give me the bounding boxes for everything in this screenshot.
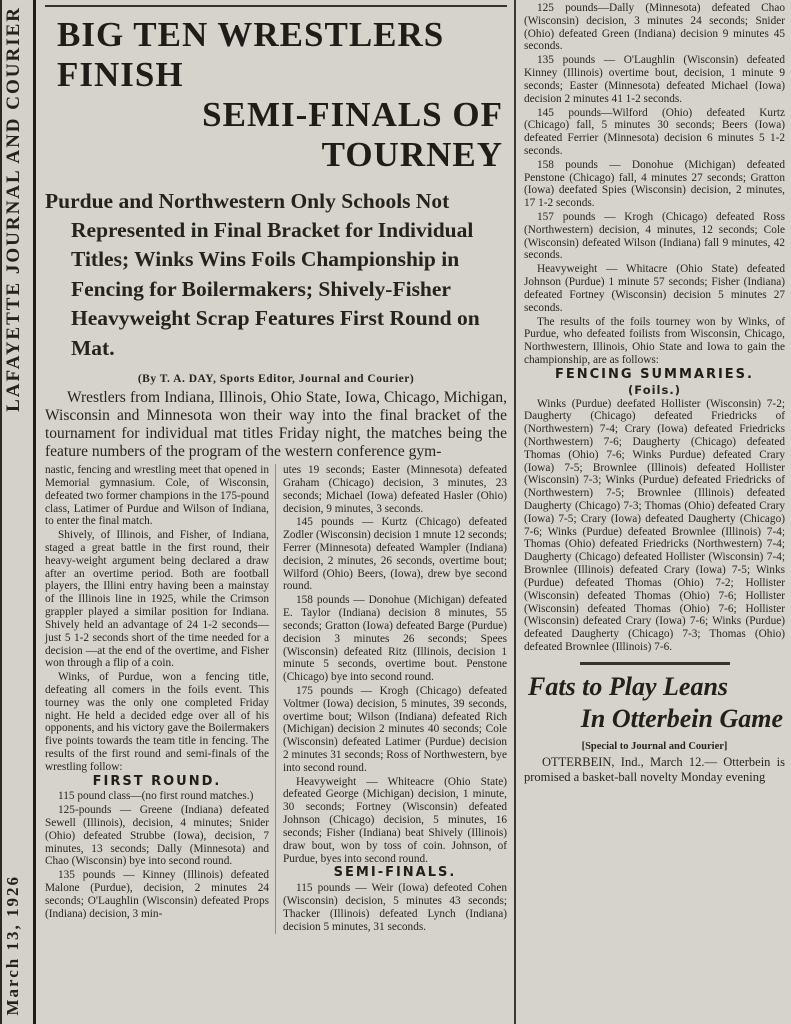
paragraph: Winks, of Purdue, won a fencing title, defeating all comers in the foils event. This tourney was the only one completed Friday night. He held a decided edge over all of his opponents, and his victory gave the Boilermakers five points towards the team title in fencing. The results of the first round and semi-finals of the wrestling follow: — [45, 671, 269, 773]
section-heading-fencing: FENCING SUMMARIES. — [555, 366, 754, 382]
section-heading-semifinals: SEMI-FINALS. — [333, 865, 457, 881]
left-column — [45, 464, 276, 934]
paragraph: 145 pounds — Kurtz (Chicago) defeated Zodler (Wisconsin) decision 1 mnute 12 seconds; Ferrer (Minnesota) defeated Wampler (Indiana) decision, 2 minutes, 26 seconds, overtime bout; Wilford (Ohio) Beers, (Iowa), drew bye second round. — [283, 516, 507, 593]
paragraph: 158 pounds — Donohue (Michigan) defeated E. Taylor (Indiana) decision 8 minutes, 55 seconds; Gratton (Iowa) defeated Barge (Purdue) decision 3 minutes 26 seconds; Spees (Wisconsin) defeated Ritz (Illinois, decision 1 minute 5 seconds, overtime bout. Penstone (Chicago) bye into second round. — [283, 594, 507, 684]
masthead-strip — [0, 0, 36, 1024]
paragraph: 158 pounds — Donohue (Michigan) defeated Penstone (Chicago) fall, 4 minutes 27 seconds; Gratton (Iowa) deefated Spies (Wisconsin) decision, 2 minutes, 17 1-2 seconds. — [524, 158, 785, 210]
otterbein-headline-line1: Fats to Play Leans — [528, 671, 729, 701]
issue-date: March 13, 1926 — [3, 875, 22, 1016]
deck: Purdue and Northwestern Only Schools Not Represented in Final Bracket for Individual Titles; Winks Wins Foils Championship in Fencing for Boilermakers; Shively-Fisher Heavyweight Scrap Features First Round on Mat. — [45, 188, 480, 360]
paragraph: nastic, fencing and wrestling meet that opened in Memorial gymnasium. Cole, of Wisconsin, defeated two former champions in the 175-pound class, Latimer of Purdue and Wilson of Indiana, to enter the final match. — [45, 464, 269, 528]
otterbein-body: OTTERBEIN, Ind., March 12.— Otterbein is promised a basket-ball novelty Monday evening — [524, 754, 785, 785]
headline-line2: SEMI-FINALS OF TOURNEY — [202, 94, 503, 174]
paragraph: 135 pounds — O'Laughlin (Wisconsin) defeated Kinney (Illinois) overtime bout, decision, 1 minute 9 seconds; Easter (Minnesota) defeated Michael (Iowa) decision 2 minutes 41 1-2 seconds. — [524, 54, 785, 105]
paragraph: Heavyweight — Whiteacre (Ohio State) defeated George (Michigan) decision, 1 minute, 30 seconds; Fortney (Wisconsin) defeated Johnson (Chicago) decision, 5 minutes, 16 seconds; Fisher (Indiana) beat Shively (Illinois) draw bout, won by toss of coin. Johnson, of Purdue, byes into second round. — [283, 775, 507, 865]
paragraph: Shively, of Illinois, and Fisher, of Indiana, staged a great battle in the first round, their heavy-weight argument being declared a draw after an overtime period. Both are football players, the Illini entry having been a mainstay of the Illinois line in 1925, while the Crimson grappler played a similar position for Indiana. Shively held an advantage of 24 1-2 seconds—just 5 1-2 seconds short of the time needed for a decision —at the end of the overtime, and Fisher won through a flip of a coin. — [45, 529, 269, 670]
section-heading-first-round: FIRST ROUND. — [92, 773, 222, 789]
middle-column — [276, 464, 507, 934]
article-main — [36, 0, 514, 1024]
paragraph: 157 pounds — Krogh (Chicago) defeated Ross (Northwestern) decision, 4 minutes, 12 seconds; Cole (Wisconsin) defeated Wilson (Indiana) fall 9 minutes, 42 seconds. — [524, 211, 785, 262]
byline: (By T. A. DAY, Sports Editor, Journal and Courier) — [137, 373, 415, 386]
newspaper-name: LAFAYETTE JOURNAL AND COURIER — [3, 6, 24, 412]
headline — [45, 15, 507, 175]
paragraph: 135 pounds — Kinney (Illinois) defeated Malone (Purdue), decision, 2 minutes 24 seconds; O'Laughlin (Wisconsin) defeated Props (Indiana) decision, 3 min- — [45, 869, 269, 920]
two-column-section — [45, 464, 507, 934]
right-column — [514, 0, 791, 1024]
paragraph: 115 pounds — Weir (Iowa) defeoted Cohen (Wisconsin) decision, 5 minutes 43 seconds; Thacker (Illinois) defeated Lynch (Indiana) decision 5 minutes, 31 seconds. — [283, 882, 507, 933]
subheading-foils: (Foils.) — [628, 382, 681, 397]
otterbein-credit: [Special to Journal and Courier] — [581, 740, 728, 752]
lead-paragraph: Wrestlers from Indiana, Illinois, Ohio State, Iowa, Chicago, Michigan, Wisconsin and Minnesota won their way into the final bracket of the tournament for individual mat titles Friday night, the matches being the feature numbers of the program of the western conference gym- — [45, 389, 507, 461]
paragraph: 115 pound class—(no first round matches.) — [58, 790, 254, 803]
story-divider — [580, 662, 730, 665]
paragraph: The results of the foils tourney won by Winks, of Purdue, who defeated foilists from Wisconsin, Chicago, Northwestern, Illinois, Ohio State and Iowa to gain the championship, are as follows: — [524, 315, 785, 366]
paragraph: utes 19 seconds; Easter (Minnesota) defeated Graham (Chicago) decision, 3 minutes, 23 seconds; Michael (Iowa) defeated Hasler (Ohio) decision, 9 minutes, 3 seconds. — [283, 464, 507, 515]
paragraph: 175 pounds — Krogh (Chicago) defeated Voltmer (Iowa) decision, 5 minutes, 39 seconds, overtime bout; Wilson (Indiana) defeated Rich (Michigan) decision 2 minutes 40 seconds; Cole (Wisconsin) defeated Latimer (Purdue) decision 2 minutes 31 seconds; Ross of Northwestern, bye into second round. — [283, 684, 507, 774]
paragraph: 125 pounds—Dally (Minnesota) defeated Chao (Wisconsin) decision, 3 minutes 24 seconds; Snider (Ohio) defeated Green (Indiana) decision 9 minutes 45 seconds. — [524, 2, 785, 53]
otterbein-headline-line2: In Otterbein Game — [580, 704, 783, 734]
paragraph: Winks (Purdue) deefated Hollister (Wisconsin) 7-2; Daugherty (Chicago) defeated Friedricks of (Northwestern) 7-4; Crary (Iowa) defeated Friedricks (Northwestern) 7-6; Daugherty (Chicago) defeated Thomas (Ohio) 7-6; Winks Purdue) defeated Crary (Iowa) 7-5; Brownlee (Illinois) defeated Hollister (Wisconsin) 7-3; Winks (Purdue) defeated Friedricks of (Northwestern) 7-5; Brownlee (Illinois) defeated Daugherty (Chicago) 7-3; Thomas (Ohio) defeated Crary (Iowa) 7-5; Crary (Iowa) defeated Daugherty (Chicago) 7-6; Winks (Purdue) defeated Brownlee (Illinois) 7-4; Thomas (Ohio) defeated Friedricks (Northwestern) 7-4; Daugherty (Chicago) defeated Hollister (Wisconsin) 7-4; Brownlee (Illinois) defeated Crary (Iowa) 7-5; Winks (Purdue) defeated Thomas (Ohio) 7-2; Hollister (Wisconsin) defeated Thomas (Ohio) 7-6; Hollister (Wisconsin) defeated Thomas (Ohio) 7-6; Hollister (Wisconsin) defeated Crary (Iowa) 7-6; Winks (Purdue) defeated Daugherty (Chicago) 7-3; Thomas (Ohio) defeated Brownlee (Illinois) 7-6. — [524, 397, 785, 653]
otterbein-headline — [524, 671, 785, 736]
paragraph: Heavyweight — Whitacre (Ohio State) defeated Johnson (Purdue) 1 minute 57 seconds; Fisher (Indiana) defeated Fortney (Wisconsin) decision 5 minutes 27 seconds. — [524, 263, 785, 314]
headline-line1: BIG TEN WRESTLERS FINISH — [57, 15, 445, 94]
paragraph: 145 pounds—Wilford (Ohio) defeated Kurtz (Chicago) fall, 5 minutes 30 seconds; Beers (Iowa) defeated Ferrier (Minnesota) decision 6 minutes 5 1-2 seconds. — [524, 106, 785, 157]
paragraph: 125-pounds — Greene (Indiana) defeated Sewell (Illinois), decision, 4 minutes; Snider (Ohio) defeated Strubbe (Iowa), decision, 7 minutes, 13 seconds; Dally (Minnesota) and Chao (Wisconsin) bye into second round. — [45, 804, 269, 868]
top-rule — [45, 5, 507, 7]
